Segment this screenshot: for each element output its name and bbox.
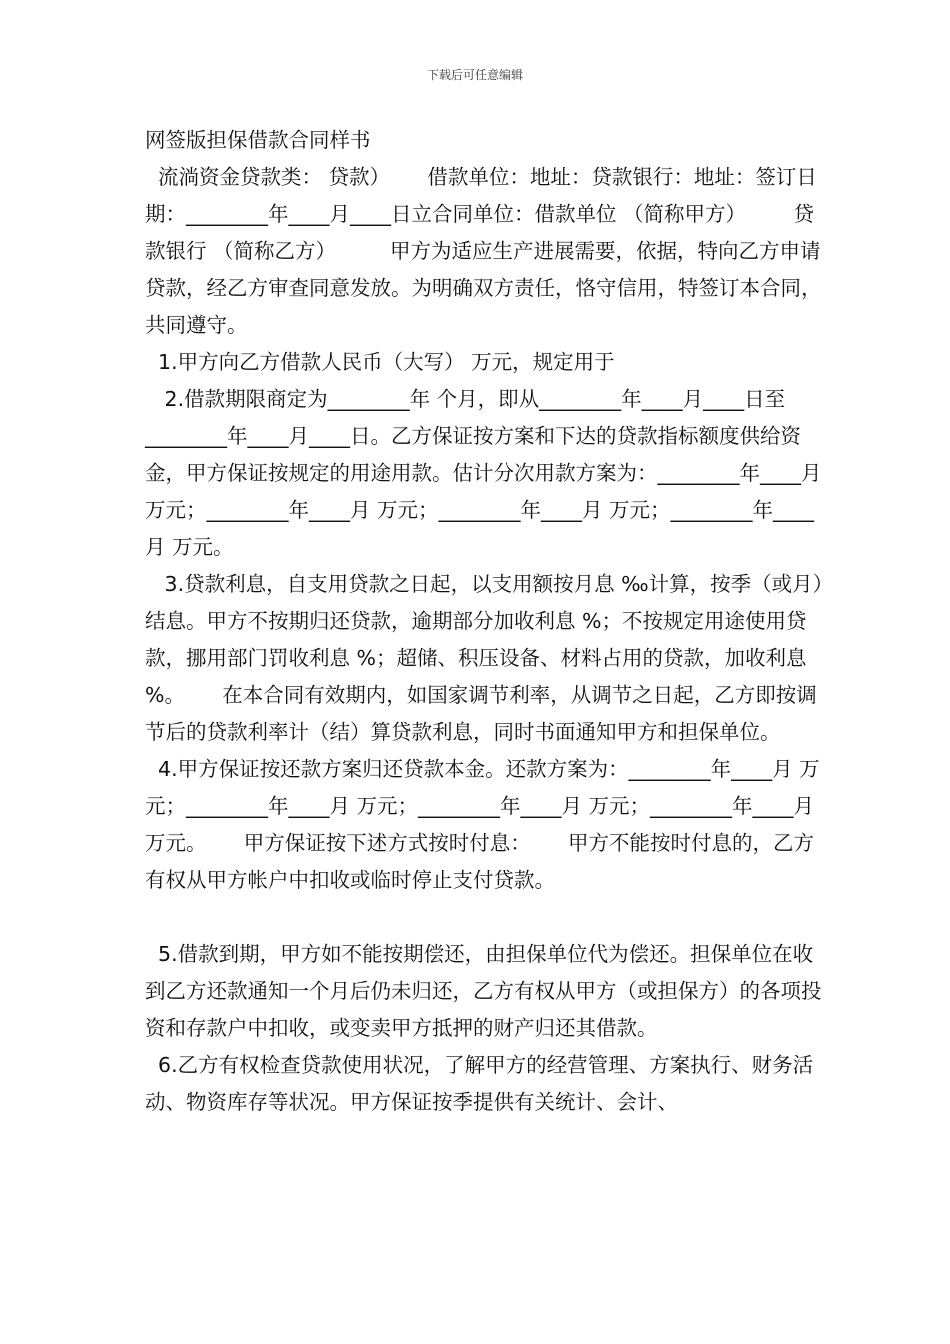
paragraph-clause-4: 4.甲方保证按还款方案归还贷款本金。还款方案为：________年____月 万元；________年____月 万元；________年____月 万元；________年____月 万元。 甲方保证按下述方式按时付息： 甲方不能按时付息的，乙方有权从甲方帐户中扣收或临时停止支付贷款。 [145,757,820,892]
paragraph-clause-5: 5.借款到期，甲方如不能按期偿还，由担保单位代为偿还。担保单位在收到乙方还款通知一个月后仍未归还，乙方有权从甲方（或担保方）的各项投资和存款户中扣收，或变卖甲方抵押的财产归还其借款。 [145,942,822,1040]
paragraph-clause-6: 6.乙方有权检查贷款使用状况，了解甲方的经营管理、方案执行、财务活动、物资库存等状况。甲方保证按季提供有关统计、会计、 [145,1053,814,1114]
paragraph-clause-1: 1.甲方向乙方借款人民币（大写） 万元，规定用于 [145,350,615,374]
page-header: 下载后可任意编辑 [426,68,523,82]
document-title: 网签版担保借款合同样书 [145,128,371,152]
paragraph-intro: 流淌资金贷款类： 贷款） 借款单位：地址：贷款银行：地址：签订日期：________年____月____日立合同单位：借款单位 （简称甲方） 贷款银行 （简称乙方） 甲方为适应生产进展需要，依据，特向乙方申请贷款，经乙方审查同意发放。为明确双方责任，恪守信用，特签订本合同，共同遵守。 [145,165,822,337]
blank-line [145,899,825,936]
paragraph-clause-2: 2.借款期限商定为________年 个月，即从________年____月____日至________年____月____日。乙方保证按方案和下达的贷款指标额度供给资金，甲方保证按规定的用途用款。估计分次用款方案为：________年____月 万元；________年____月 万元；________年____月 万元；________年____月 万元。 [145,387,822,559]
paragraph-clause-3: 3.贷款利息，自支用贷款之日起，以支用额按月息 ‰计算，按季（或月）结息。甲方不按期归还贷款，逾期部分加收利息 %；不按规定用途使用贷款，挪用部门罚收利息 %；超储、积压设备、材料占用的贷款，加收利息 %。 在本合同有效期内，如国家调节利率，从调节之日起，乙方即按调节后的贷款利率计（结）算贷款利息，同时书面通知甲方和担保单位。 [145,572,823,744]
document-body [145,122,825,1121]
